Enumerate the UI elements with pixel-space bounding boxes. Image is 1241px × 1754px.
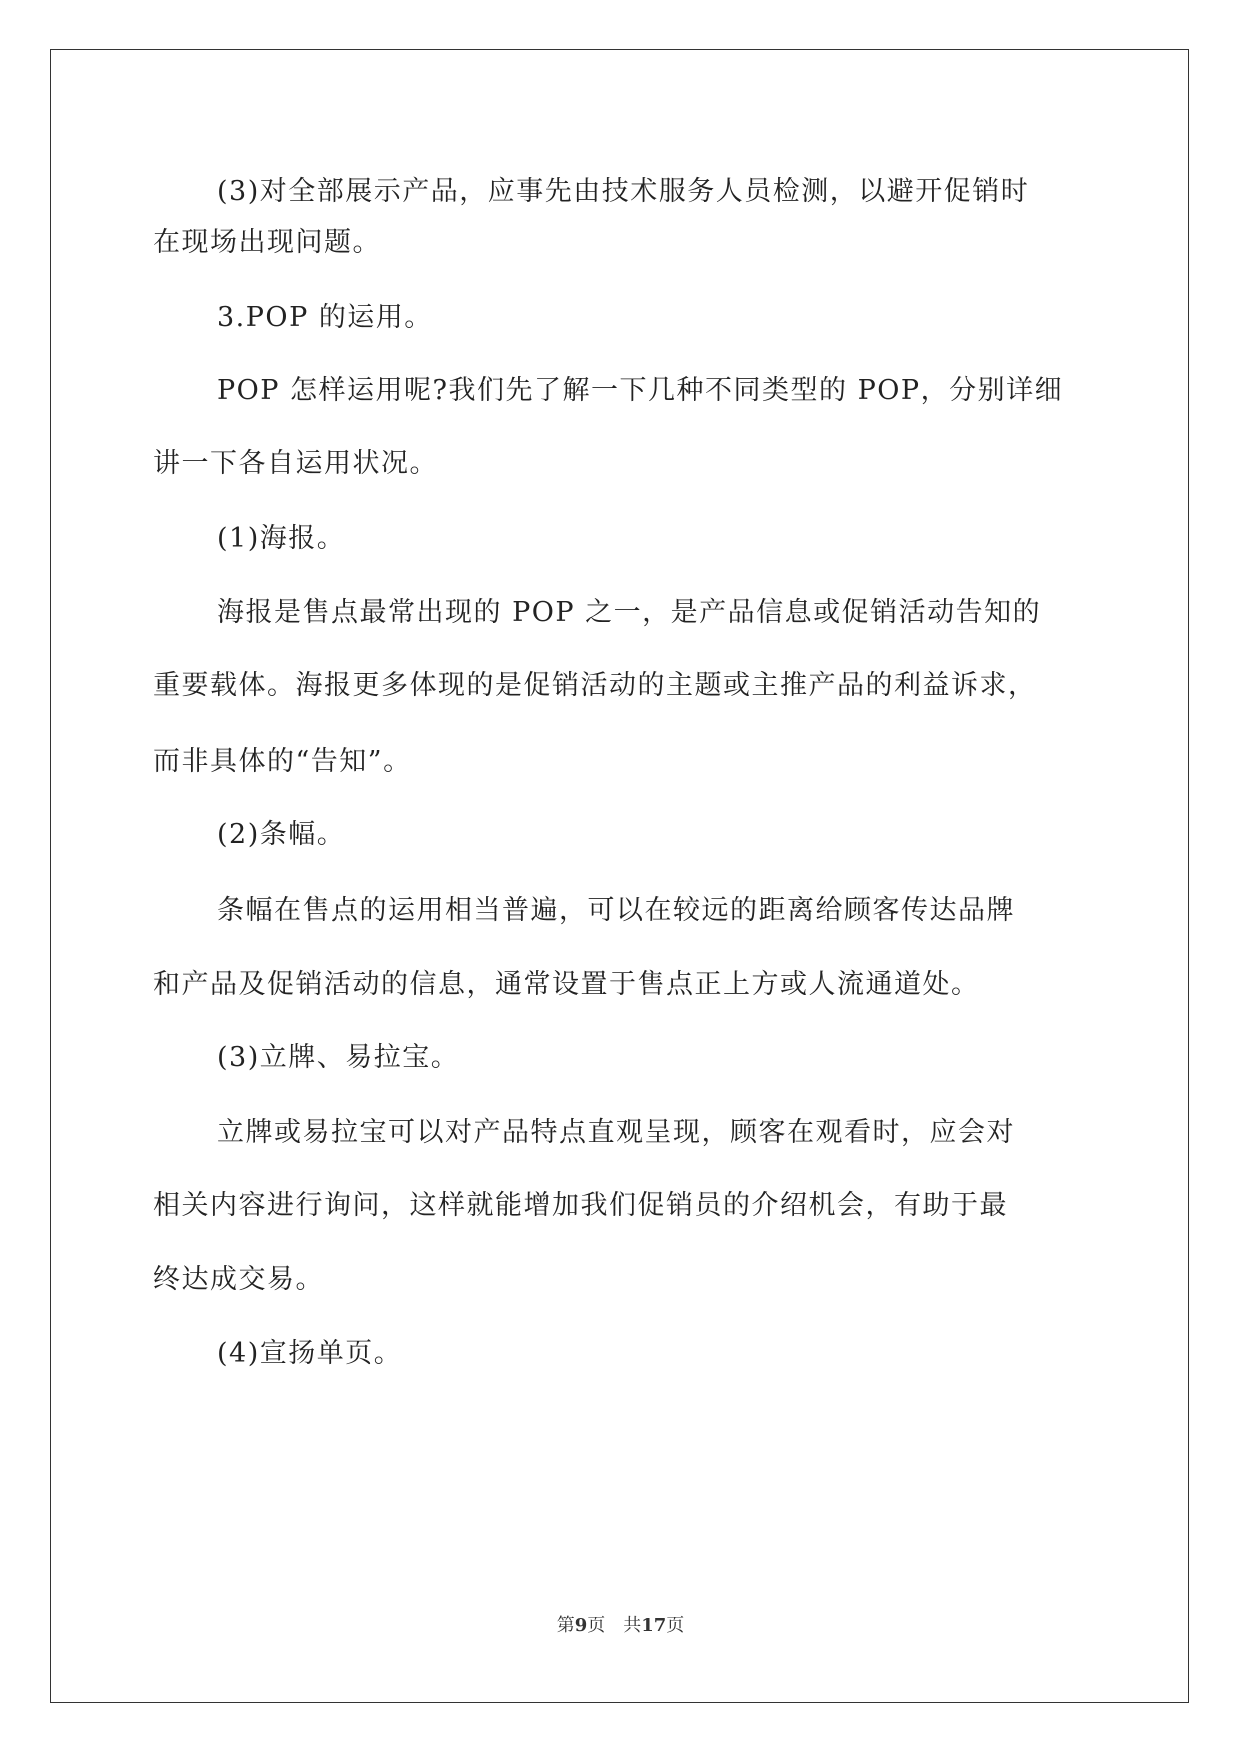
paragraph-line: 重要载体。海报更多体现的是促销活动的主题或主推产品的利益诉求， bbox=[153, 670, 1037, 701]
page-number: 9 bbox=[574, 1615, 588, 1636]
paragraph-line: 在现场出现问题。 bbox=[153, 227, 381, 258]
total-pages: 17 bbox=[641, 1615, 667, 1636]
paragraph-line: 而非具体的“告知”。 bbox=[153, 746, 412, 777]
paragraph-line: (4)宣扬单页。 bbox=[217, 1338, 403, 1369]
paragraph-line: (2)条幅。 bbox=[217, 819, 346, 850]
paragraph-line: 和产品及促销活动的信息，通常设置于售点正上方或人流通道处。 bbox=[153, 969, 980, 1000]
paragraph-line: 终达成交易。 bbox=[153, 1264, 324, 1295]
footer-prefix: 第 bbox=[556, 1615, 575, 1636]
paragraph-line: (1)海报。 bbox=[217, 523, 346, 554]
page-footer bbox=[0, 1615, 1241, 1637]
paragraph-line: POP 怎样运用呢?我们先了解一下几种不同类型的 POP，分别详细 bbox=[217, 375, 1064, 406]
paragraph-line: 讲一下各自运用状况。 bbox=[153, 448, 438, 479]
paragraph-line: (3)立牌、易拉宝。 bbox=[217, 1042, 460, 1073]
paragraph-line: 条幅在售点的运用相当普遍，可以在较远的距离给顾客传达品牌 bbox=[217, 895, 1015, 926]
paragraph-line: (3)对全部展示产品，应事先由技术服务人员检测，以避开促销时 bbox=[217, 176, 1030, 207]
footer-suffix: 页 bbox=[666, 1615, 685, 1636]
paragraph-line: 立牌或易拉宝可以对产品特点直观呈现，顾客在观看时，应会对 bbox=[217, 1117, 1015, 1148]
page-frame bbox=[50, 49, 1189, 1703]
paragraph-line: 3.POP 的运用。 bbox=[217, 302, 433, 333]
footer-mid: 页 共 bbox=[587, 1615, 642, 1636]
paragraph-line: 海报是售点最常出现的 POP 之一，是产品信息或促销活动告知的 bbox=[217, 597, 1042, 628]
paragraph-line: 相关内容进行询问，这样就能增加我们促销员的介绍机会，有助于最 bbox=[153, 1190, 1008, 1221]
